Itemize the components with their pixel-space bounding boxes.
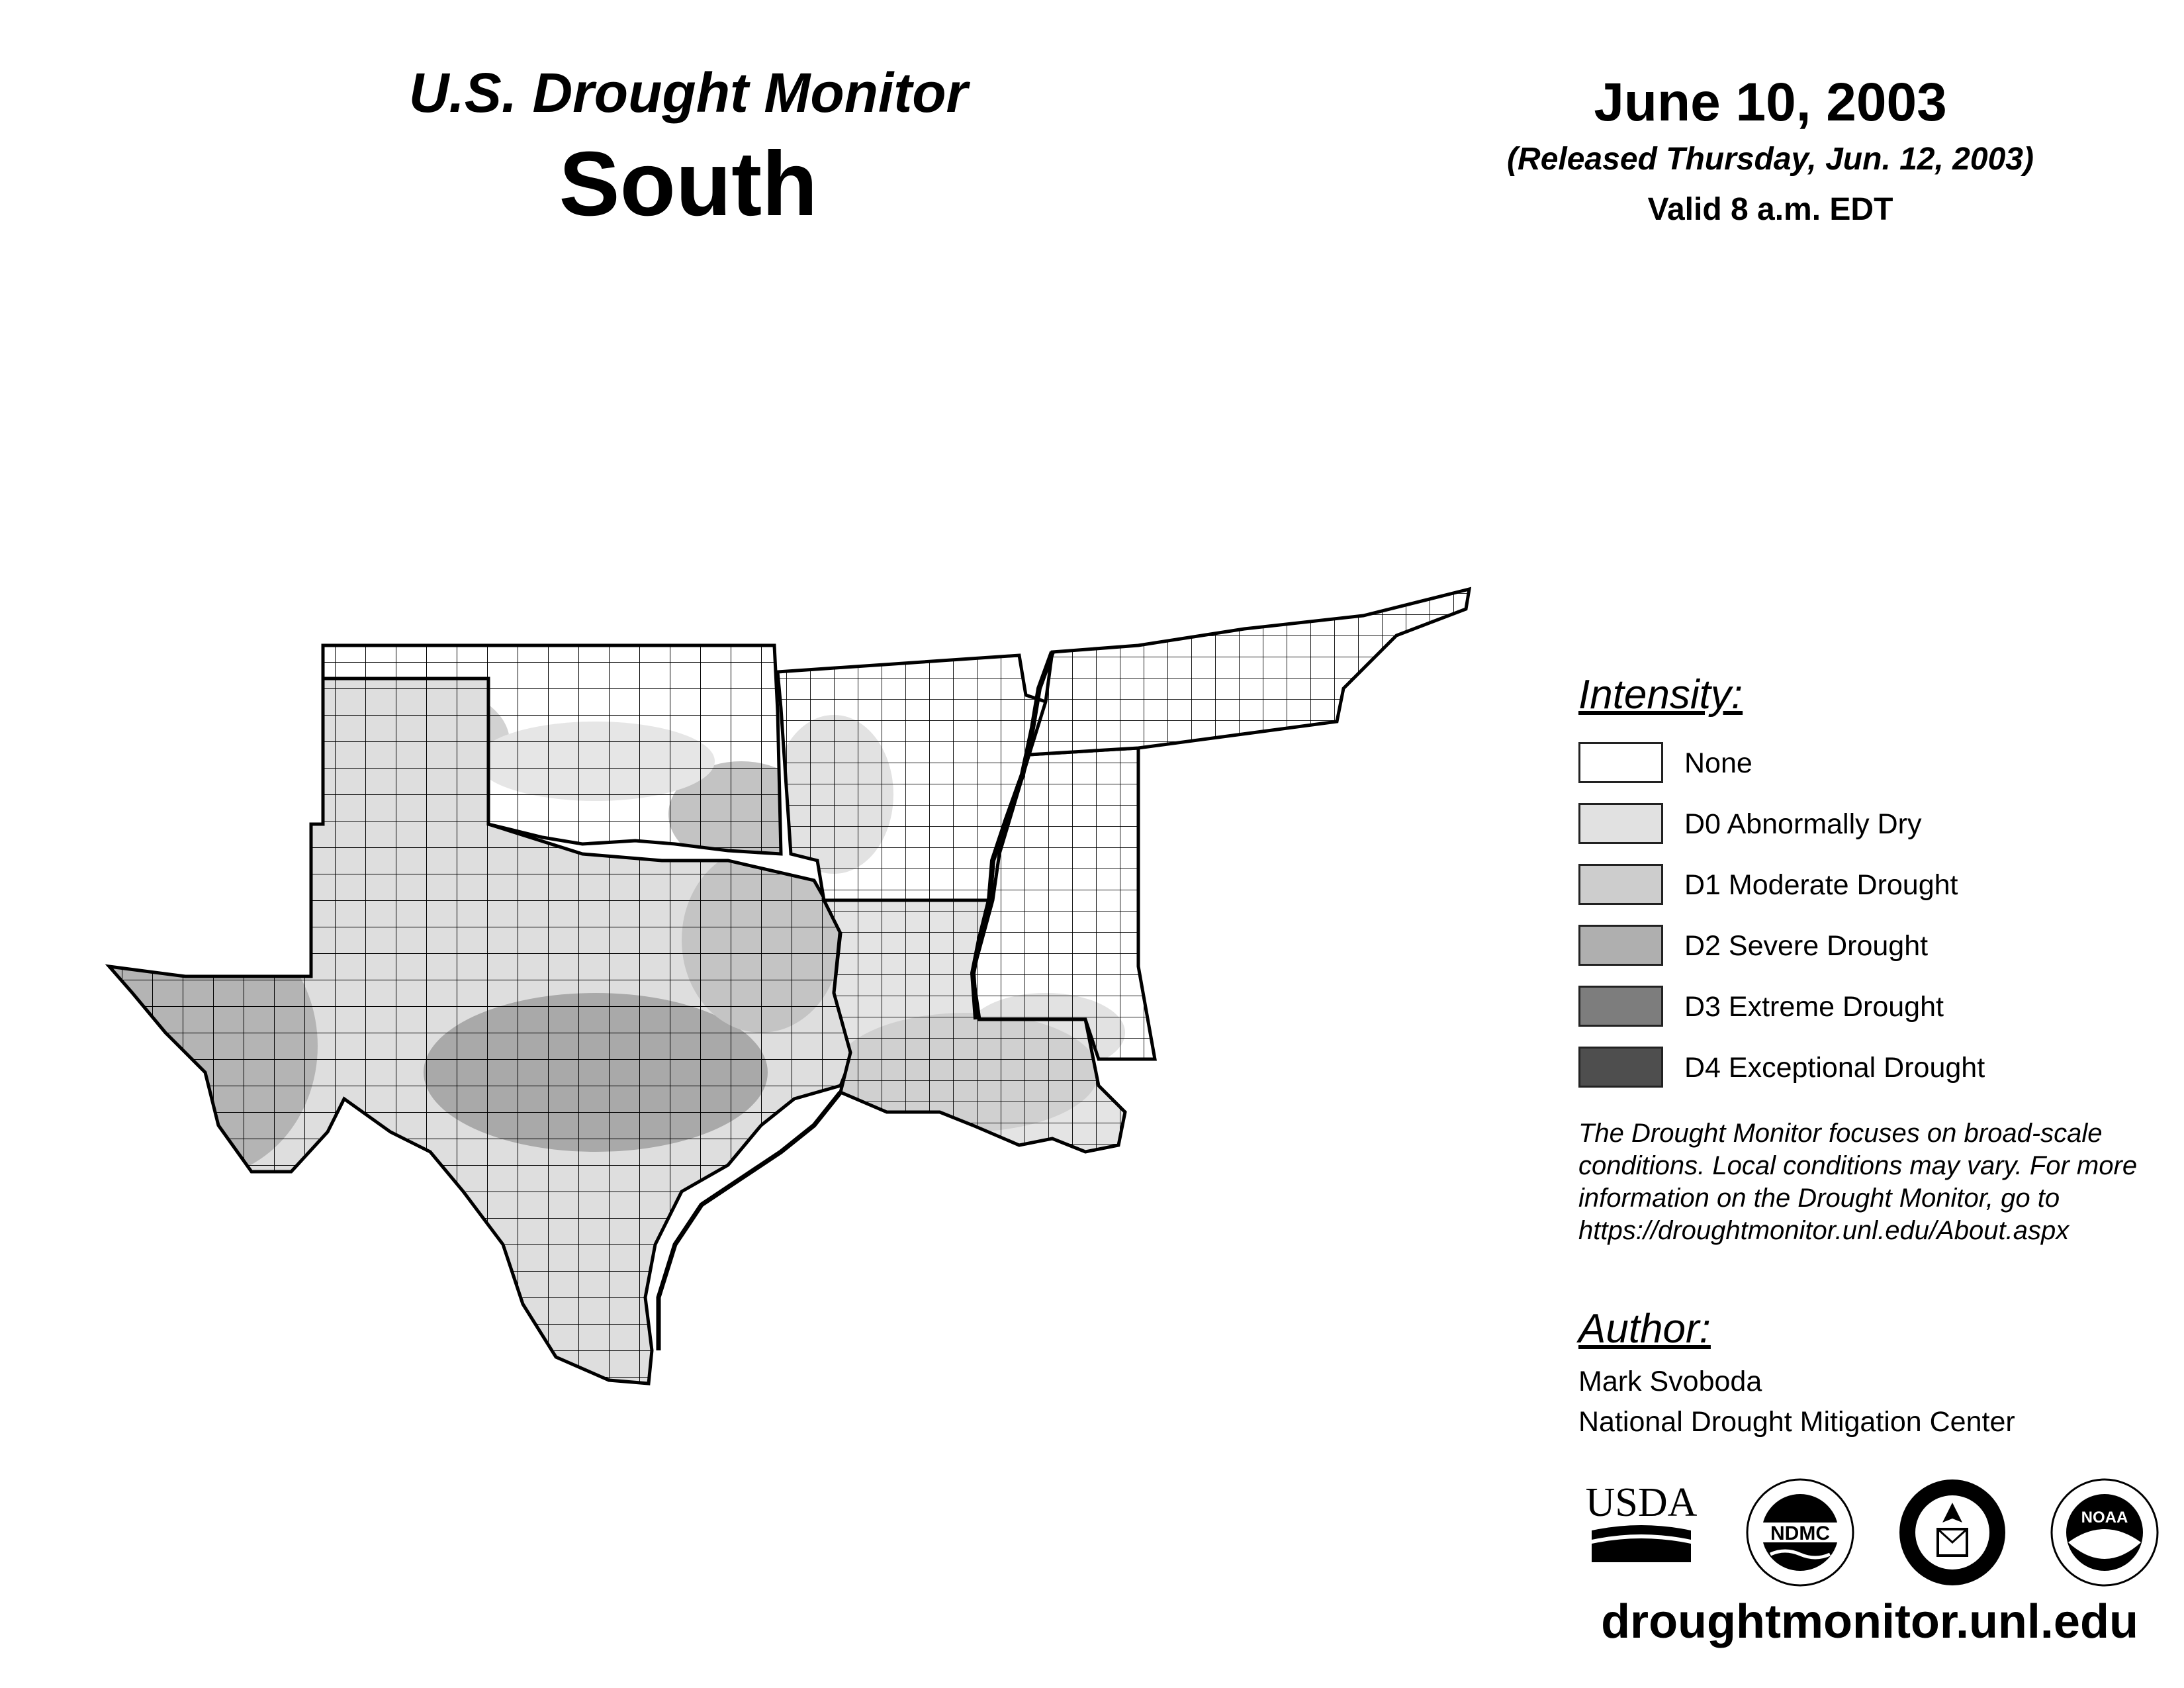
region-title: South bbox=[559, 133, 818, 235]
legend-swatch bbox=[1578, 742, 1663, 783]
map-title: U.S. Drought Monitor bbox=[408, 62, 968, 124]
valid-time: Valid 8 a.m. EDT bbox=[1647, 192, 1893, 227]
legend-item-d3 bbox=[1578, 980, 2161, 1041]
legend-item-d4 bbox=[1578, 1041, 2161, 1102]
legend-label: D0 Abnormally Dry bbox=[1684, 808, 1922, 840]
map-date: June 10, 2003 bbox=[1594, 72, 1947, 132]
legend-swatch bbox=[1578, 1047, 1663, 1088]
legend-label: D3 Extreme Drought bbox=[1684, 991, 1944, 1023]
legend-item-d0 bbox=[1578, 798, 2161, 859]
legend-item-none bbox=[1578, 737, 2161, 798]
release-date: (Released Thursday, Jun. 12, 2003) bbox=[1507, 142, 2034, 177]
legend-swatch bbox=[1578, 986, 1663, 1027]
ndmc-logo-text: NDMC bbox=[1770, 1523, 1830, 1544]
partner-logos bbox=[1585, 1476, 2161, 1589]
commerce-seal-icon bbox=[1896, 1476, 2009, 1589]
legend-swatch bbox=[1578, 803, 1663, 844]
legend-label: D4 Exceptional Drought bbox=[1684, 1052, 1985, 1084]
author-organization: National Drought Mitigation Center bbox=[1578, 1406, 2015, 1438]
legend bbox=[1578, 665, 2161, 1102]
legend-heading: Intensity: bbox=[1578, 672, 1743, 718]
legend-label: D1 Moderate Drought bbox=[1684, 869, 1958, 901]
legend-item-d2 bbox=[1578, 919, 2161, 980]
legend-item-d1 bbox=[1578, 859, 2161, 919]
ndmc-logo bbox=[1744, 1476, 1856, 1589]
usda-logo bbox=[1585, 1476, 1698, 1569]
disclaimer-note: The Drought Monitor focuses on broad-scale conditions. Local conditions may vary. For more information on the Drought Monitor, go to https://droughtmonitor.unl.edu/About.aspx bbox=[1578, 1119, 2138, 1245]
usda-logo-text: USDA bbox=[1585, 1480, 1698, 1525]
legend-label: None bbox=[1684, 747, 1752, 779]
legend-swatch bbox=[1578, 925, 1663, 966]
noaa-logo-text: NOAA bbox=[2081, 1509, 2128, 1526]
website-url[interactable]: droughtmonitor.unl.edu bbox=[1601, 1595, 2138, 1648]
author-name: Mark Svoboda bbox=[1578, 1366, 1762, 1397]
author-heading: Author: bbox=[1578, 1306, 1711, 1352]
noaa-logo bbox=[2048, 1476, 2161, 1589]
legend-label: D2 Severe Drought bbox=[1684, 930, 1929, 962]
tennessee-state bbox=[1026, 583, 1476, 761]
legend-swatch bbox=[1578, 864, 1663, 905]
